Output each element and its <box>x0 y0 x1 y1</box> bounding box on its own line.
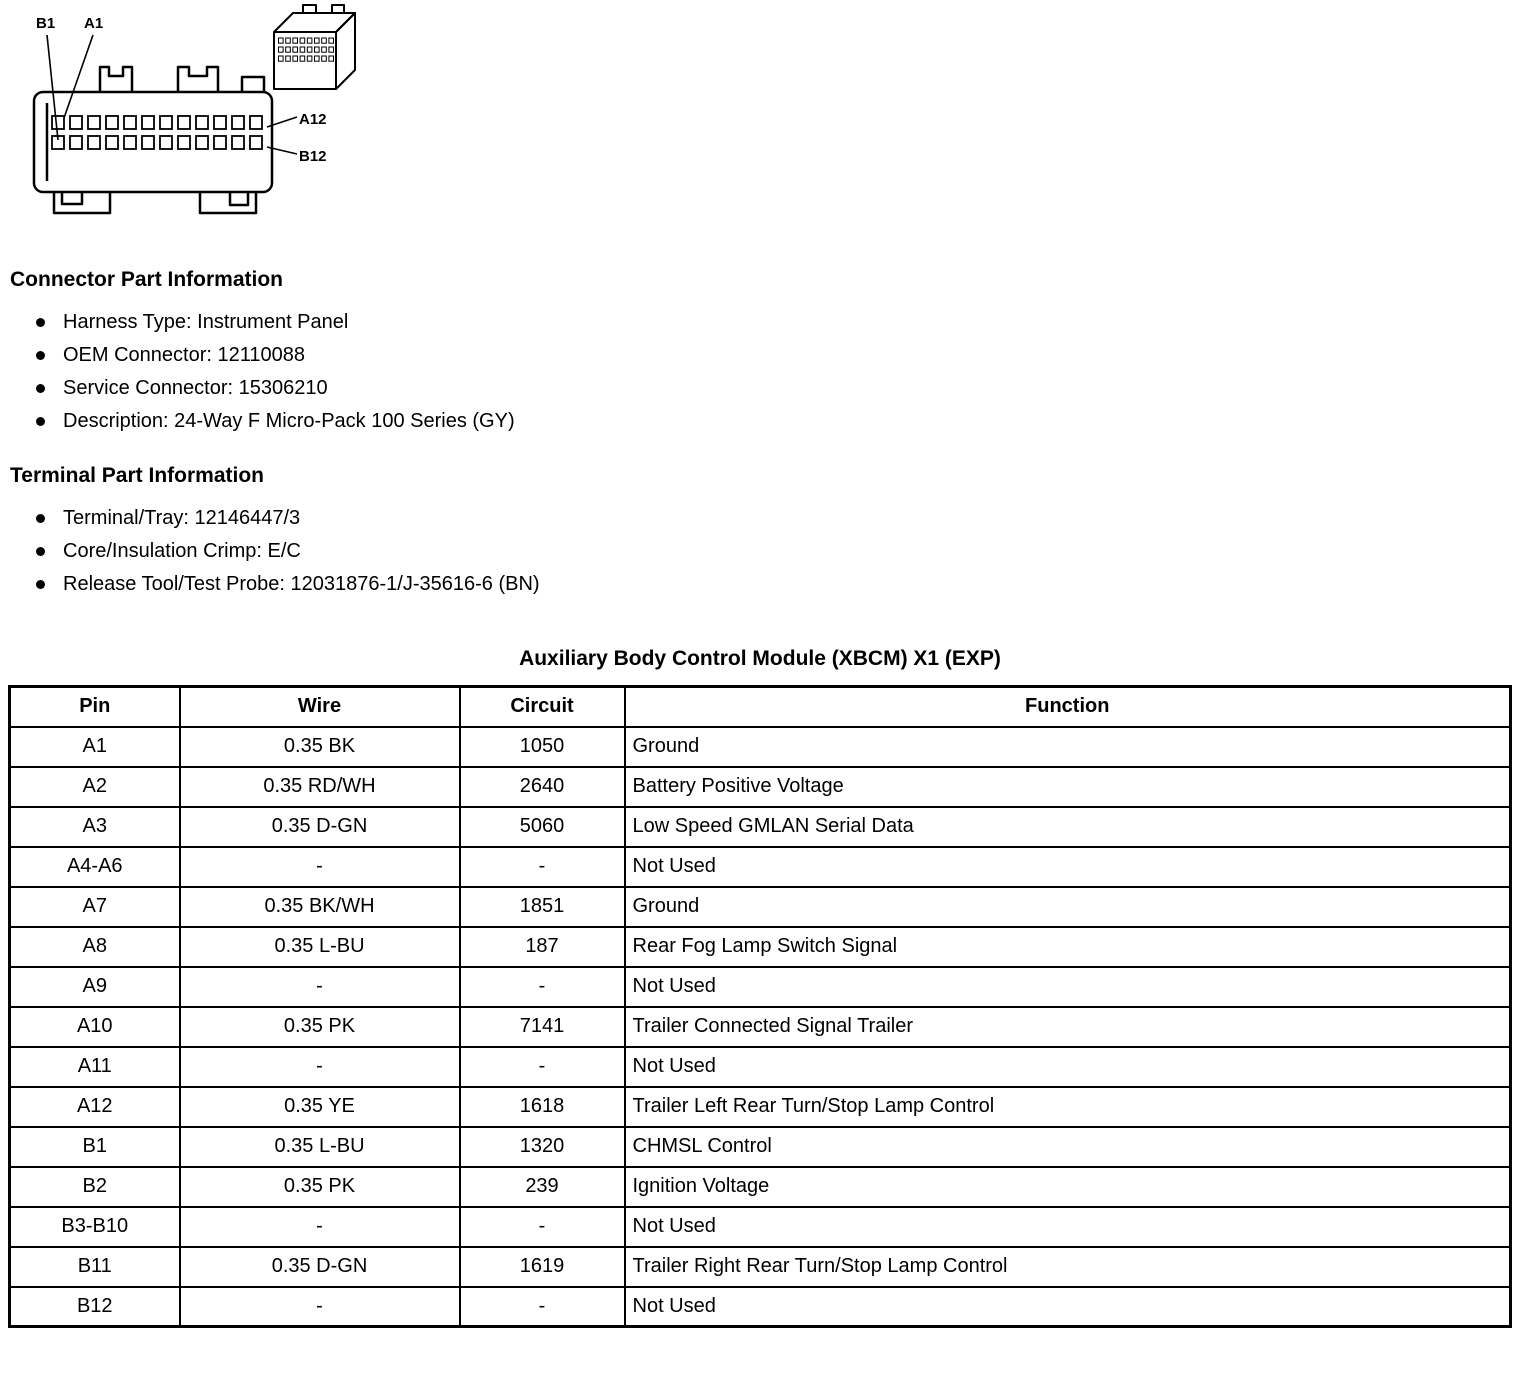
function-cell: Not Used <box>625 967 1511 1007</box>
bullet-item: Harness Type: Instrument Panel <box>36 306 1520 339</box>
circuit-cell: 5060 <box>460 807 625 847</box>
pinout-table-title: Auxiliary Body Control Module (XBCM) X1 (EXP) <box>519 647 1001 670</box>
connector-pinout-diagram <box>2 4 402 242</box>
pin-cell: B2 <box>10 1167 180 1207</box>
pin-cell: B12 <box>10 1287 180 1327</box>
pin-grid <box>52 116 262 149</box>
connector-top-tab-left <box>100 67 132 92</box>
pinout-table <box>8 685 1512 1328</box>
connector-top-step <box>242 77 264 92</box>
bullet-item: Core/Insulation Crimp: E/C <box>36 535 1520 568</box>
wire-cell: 0.35 L-BU <box>180 927 460 967</box>
bullet-item: Release Tool/Test Probe: 12031876-1/J-35616-6 (BN) <box>36 568 1520 601</box>
table-row <box>10 807 1511 847</box>
circuit-cell: 2640 <box>460 767 625 807</box>
circuit-column-header: Circuit <box>460 687 625 727</box>
table-row <box>10 1127 1511 1167</box>
circuit-cell: 187 <box>460 927 625 967</box>
iso-pin-grid <box>279 38 334 61</box>
circuit-cell: - <box>460 1207 625 1247</box>
circuit-cell: - <box>460 1047 625 1087</box>
wire-cell: 0.35 RD/WH <box>180 767 460 807</box>
function-cell: Not Used <box>625 1047 1511 1087</box>
pin-cell: A8 <box>10 927 180 967</box>
pin-cell: A1 <box>10 727 180 767</box>
wire-cell: - <box>180 847 460 887</box>
pin-cell: A2 <box>10 767 180 807</box>
wire-cell: - <box>180 1047 460 1087</box>
function-cell: Not Used <box>625 1287 1511 1327</box>
table-row <box>10 927 1511 967</box>
wire-cell: - <box>180 967 460 1007</box>
connector-foot-right-inner <box>230 192 248 205</box>
function-cell: Ground <box>625 727 1511 767</box>
function-cell: Trailer Right Rear Turn/Stop Lamp Control <box>625 1247 1511 1287</box>
wire-cell: 0.35 L-BU <box>180 1127 460 1167</box>
terminal-part-information-heading: Terminal Part Information <box>10 464 264 487</box>
pinout-table-body <box>10 727 1511 1327</box>
function-cell: Rear Fog Lamp Switch Signal <box>625 927 1511 967</box>
pin-label-a12: A12 <box>299 111 327 128</box>
function-cell: Trailer Connected Signal Trailer <box>625 1007 1511 1047</box>
circuit-cell: 1851 <box>460 887 625 927</box>
pin-label-b12: B12 <box>299 148 327 165</box>
pin-label-b1: B1 <box>36 15 56 32</box>
connector-part-information-list <box>0 306 1520 438</box>
function-cell: Not Used <box>625 1207 1511 1247</box>
bullet-item: Description: 24-Way F Micro-Pack 100 Series (GY) <box>36 405 1520 438</box>
pin-cell: A3 <box>10 807 180 847</box>
circuit-cell: - <box>460 967 625 1007</box>
function-cell: Battery Positive Voltage <box>625 767 1511 807</box>
circuit-cell: 1619 <box>460 1247 625 1287</box>
circuit-cell: - <box>460 1287 625 1327</box>
table-row <box>10 1007 1511 1047</box>
table-row <box>10 767 1511 807</box>
function-cell: Ground <box>625 887 1511 927</box>
connector-foot-left-inner <box>62 192 82 204</box>
table-row <box>10 847 1511 887</box>
wire-cell: - <box>180 1207 460 1247</box>
table-header-row <box>10 687 1511 727</box>
table-row <box>10 1287 1511 1327</box>
function-cell: Low Speed GMLAN Serial Data <box>625 807 1511 847</box>
circuit-cell: 1320 <box>460 1127 625 1167</box>
function-column-header: Function <box>625 687 1511 727</box>
table-row <box>10 967 1511 1007</box>
wire-cell: 0.35 D-GN <box>180 1247 460 1287</box>
pin-cell: A4-A6 <box>10 847 180 887</box>
bullet-item: OEM Connector: 12110088 <box>36 339 1520 372</box>
pin-cell: A11 <box>10 1047 180 1087</box>
pin-cell: A10 <box>10 1007 180 1047</box>
table-row <box>10 1247 1511 1287</box>
connector-part-information-heading: Connector Part Information <box>10 268 284 291</box>
function-cell: Not Used <box>625 847 1511 887</box>
function-cell: Trailer Left Rear Turn/Stop Lamp Control <box>625 1087 1511 1127</box>
table-row <box>10 1047 1511 1087</box>
connector-top-tab-right <box>178 67 218 92</box>
bullet-item: Service Connector: 15306210 <box>36 372 1520 405</box>
bullet-item: Terminal/Tray: 12146447/3 <box>36 502 1520 535</box>
pin-cell: A7 <box>10 887 180 927</box>
circuit-cell: 1050 <box>460 727 625 767</box>
wire-cell: 0.35 PK <box>180 1007 460 1047</box>
wire-column-header: Wire <box>180 687 460 727</box>
wire-cell: 0.35 PK <box>180 1167 460 1207</box>
function-cell: Ignition Voltage <box>625 1167 1511 1207</box>
circuit-cell: 1618 <box>460 1087 625 1127</box>
table-row <box>10 727 1511 767</box>
table-row <box>10 1087 1511 1127</box>
pin-cell: B11 <box>10 1247 180 1287</box>
table-row <box>10 1167 1511 1207</box>
wire-cell: 0.35 BK/WH <box>180 887 460 927</box>
function-cell: CHMSL Control <box>625 1127 1511 1167</box>
circuit-cell: 239 <box>460 1167 625 1207</box>
wire-cell: - <box>180 1287 460 1327</box>
pin-cell: B1 <box>10 1127 180 1167</box>
pin-column-header: Pin <box>10 687 180 727</box>
wire-cell: 0.35 BK <box>180 727 460 767</box>
wire-cell: 0.35 D-GN <box>180 807 460 847</box>
pin-cell: B3-B10 <box>10 1207 180 1247</box>
pin-label-a1: A1 <box>84 15 104 32</box>
circuit-cell: - <box>460 847 625 887</box>
table-row <box>10 887 1511 927</box>
wire-cell: 0.35 YE <box>180 1087 460 1127</box>
pin-cell: A12 <box>10 1087 180 1127</box>
terminal-part-information-list <box>0 502 1520 601</box>
pin-cell: A9 <box>10 967 180 1007</box>
table-row <box>10 1207 1511 1247</box>
circuit-cell: 7141 <box>460 1007 625 1047</box>
